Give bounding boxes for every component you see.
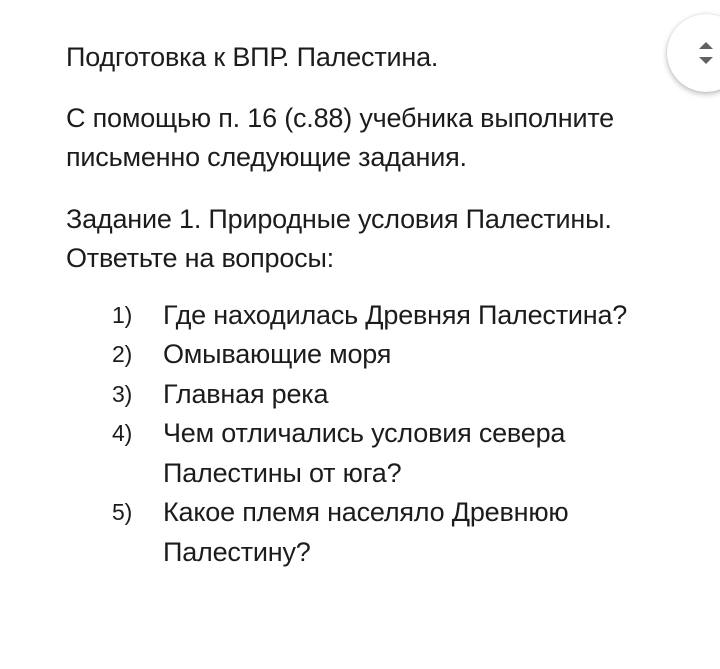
list-number: 3)	[112, 380, 133, 407]
document-title: Подготовка к ВПР. Палестина.	[66, 42, 439, 72]
task-heading: Задание 1. Природные условия Палестины. Ответьте на вопросы:	[66, 203, 612, 273]
list-item	[66, 493, 666, 572]
question-text: Омывающие моря	[163, 339, 392, 369]
question-text: Где находилась Древняя Палестина?	[163, 299, 628, 330]
question-text: Чем отличались условия севера Палестины от юга?	[163, 418, 566, 488]
intro-text: С помощью п. 16 (с.88) учебника выполните письменно следующие задания.	[66, 102, 615, 172]
list-number: 4)	[112, 420, 133, 446]
list-item	[66, 375, 666, 415]
list-number: 1)	[112, 301, 133, 328]
list-number: 2)	[112, 341, 133, 367]
list-number: 5)	[112, 499, 133, 525]
question-list	[66, 296, 666, 573]
list-item	[66, 296, 666, 336]
question-text: Какое племя населяло Древнюю Палестину?	[163, 497, 569, 567]
scroll-nav-button[interactable]	[667, 14, 720, 92]
up-down-arrows-icon	[692, 39, 720, 67]
document-body	[66, 38, 666, 572]
list-item	[66, 414, 666, 493]
question-text: Главная река	[163, 378, 329, 409]
list-item	[66, 335, 666, 375]
